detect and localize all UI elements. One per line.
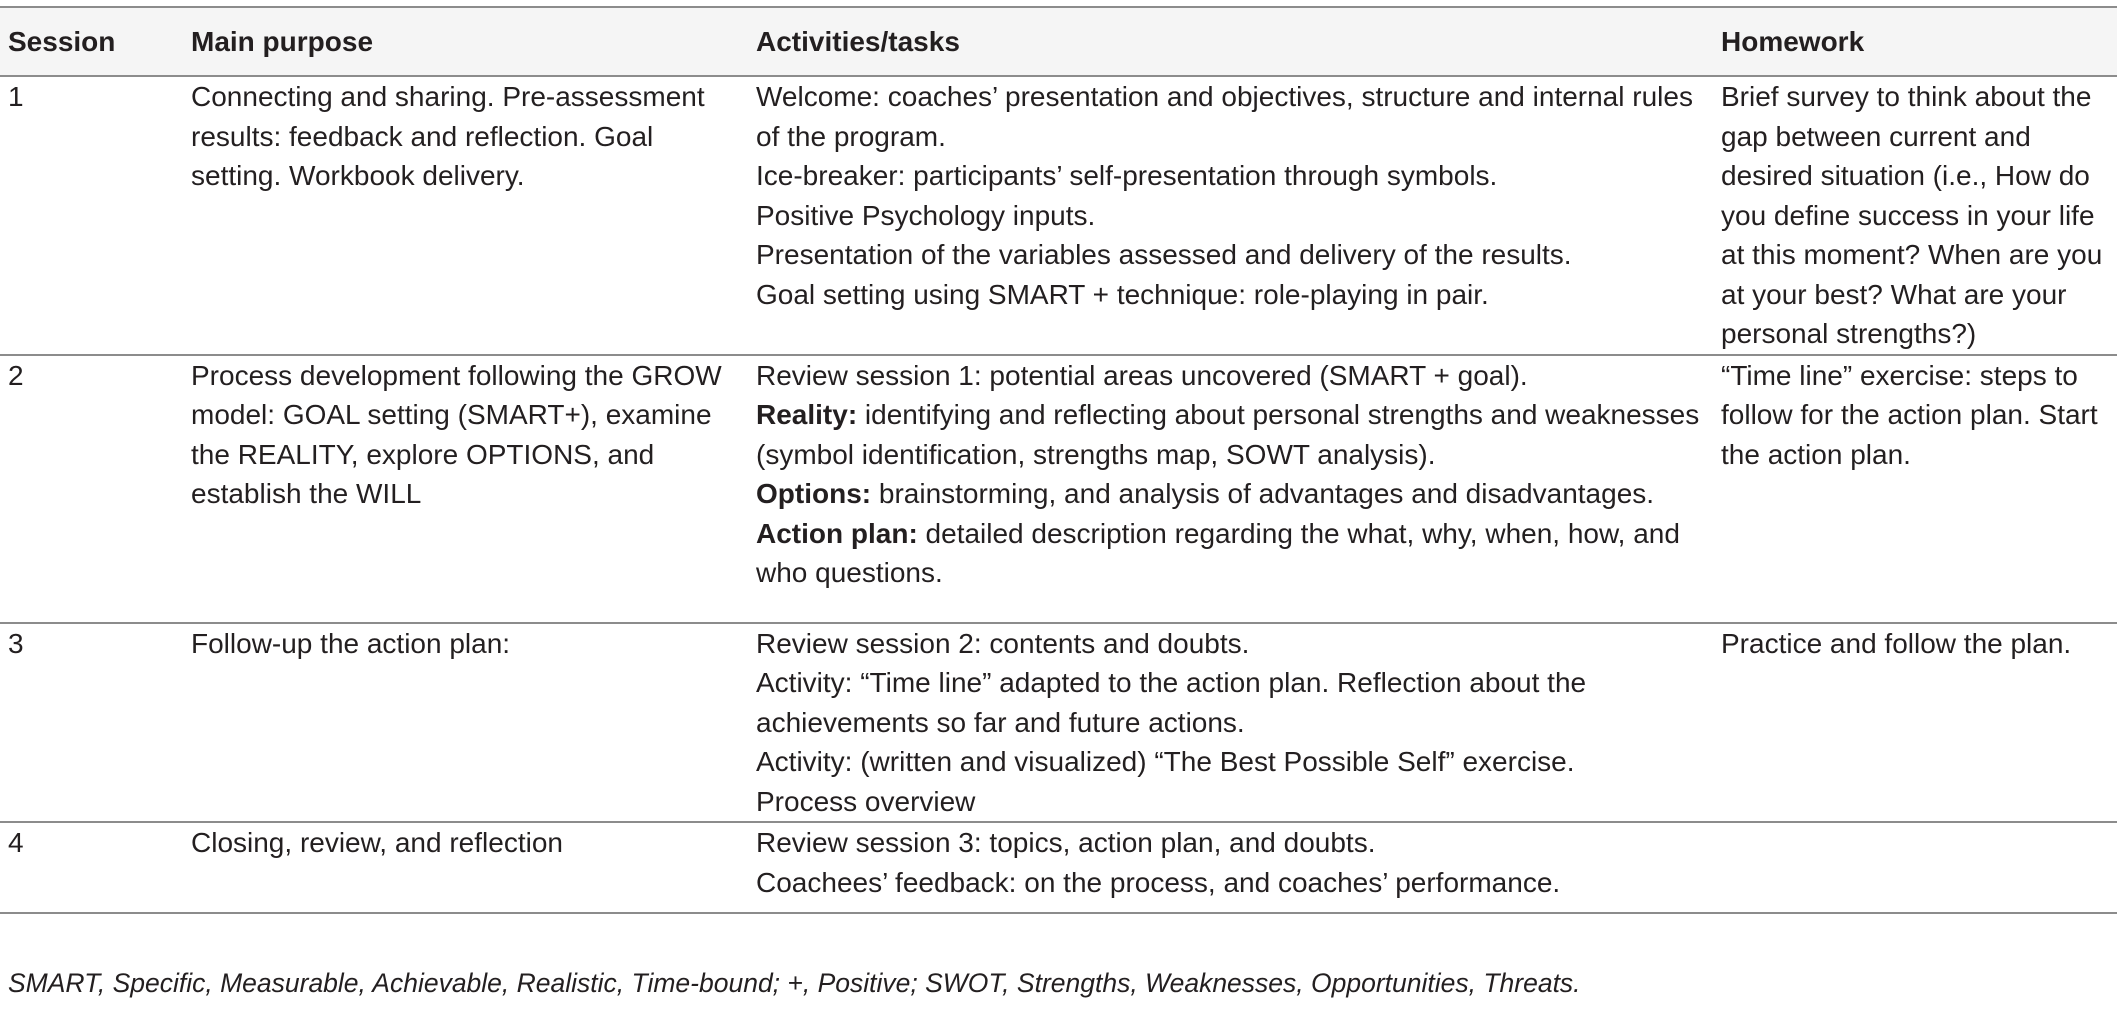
- homework-cell: [1721, 623, 2117, 823]
- homework-text: Practice and follow the plan.: [1721, 627, 2072, 659]
- activity-text: Ice-breaker: participants’ self-presentation through symbols.: [756, 160, 1498, 191]
- table-body: [0, 76, 2117, 913]
- homework-text: “Time line” exercise: steps to follow for the action plan. Start the action plan.: [1721, 359, 2098, 470]
- activity-line: [756, 514, 1701, 593]
- main-purpose-cell: [191, 355, 756, 623]
- header-session: Session: [8, 25, 116, 57]
- activities-list: [756, 624, 1721, 822]
- activity-label: Options:: [756, 478, 872, 509]
- activity-text: Review session 1: potential areas uncovered (SMART + goal).: [756, 359, 1528, 391]
- activity-line: [756, 356, 1701, 396]
- main-purpose-text: Process development following the GROW model: GOAL setting (SMART+), examine the REALITY, explore OPTIONS, and establish the WILL: [191, 359, 722, 509]
- session-number: 3: [8, 627, 24, 659]
- table-row: [0, 822, 2117, 913]
- activity-line: [756, 663, 1701, 742]
- activity-line: [756, 863, 1701, 903]
- activity-text: Presentation of the variables assessed and delivery of the results.: [756, 239, 1572, 270]
- header-row: [0, 7, 2117, 76]
- activity-line: [756, 823, 1701, 863]
- header-main-purpose: Main purpose: [191, 25, 374, 57]
- activity-line: [756, 275, 1701, 315]
- activity-text: Review session 3: topics, action plan, and doubts.: [756, 827, 1376, 858]
- table-row: [0, 355, 2117, 623]
- main-purpose-cell: [191, 623, 756, 823]
- activities-cell: [756, 623, 1721, 823]
- activities-list: [756, 77, 1721, 314]
- activity-line: [756, 235, 1701, 275]
- session-number: 1: [8, 81, 24, 112]
- activity-line: [756, 742, 1701, 782]
- header-activities: Activities/tasks: [756, 25, 960, 57]
- main-purpose-cell: [191, 76, 756, 355]
- activity-text: Coachees’ feedback: on the process, and coaches’ performance.: [756, 866, 1561, 898]
- main-purpose-text: Closing, review, and reflection: [191, 827, 563, 858]
- activity-label: Action plan:: [756, 517, 918, 549]
- activity-line: [756, 782, 1701, 822]
- homework-cell: [1721, 355, 2117, 623]
- activity-line: [756, 624, 1701, 664]
- activity-text: Activity: “Time line” adapted to the action plan. Reflection about the achievements so far and future actions.: [756, 667, 1587, 738]
- main-purpose-text: Connecting and sharing. Pre-assessment results: feedback and reflection. Goal setting. Workbook delivery.: [191, 81, 705, 191]
- table-header: [0, 7, 2117, 76]
- main-purpose-cell: [191, 822, 756, 913]
- header-homework: Homework: [1721, 25, 1865, 57]
- session-number: 2: [8, 359, 24, 391]
- activity-text: brainstorming, and analysis of advantages and disadvantages.: [871, 478, 1655, 509]
- table-row: [0, 76, 2117, 355]
- activities-cell: [756, 355, 1721, 623]
- activities-list: [756, 823, 1721, 902]
- activity-text: Welcome: coaches’ presentation and objectives, structure and internal rules of the program.: [756, 81, 1693, 152]
- activities-cell: [756, 822, 1721, 913]
- activity-text: detailed description regarding the what, why, when, how, and who questions.: [756, 517, 1680, 588]
- activity-text: Process overview: [756, 785, 976, 817]
- activities-list: [756, 356, 1721, 593]
- activity-text: Positive Psychology inputs.: [756, 199, 1096, 231]
- table-footnote: SMART, Specific, Measurable, Achievable, Realistic, Time-bound; +, Positive; SWOT, Strengths, Weaknesses, Opportunities, Threats.: [8, 968, 1581, 998]
- activity-line: [756, 474, 1701, 514]
- main-purpose-text: Follow-up the action plan:: [191, 627, 511, 659]
- activity-line: [756, 196, 1701, 236]
- activities-cell: [756, 76, 1721, 355]
- session-number: 4: [8, 827, 24, 858]
- program-table: [0, 6, 2117, 914]
- activity-text: Review session 2: contents and doubts.: [756, 627, 1250, 659]
- activity-line: [756, 395, 1701, 474]
- activity-label: Reality:: [756, 399, 858, 430]
- activity-line: [756, 77, 1701, 156]
- activity-text: Activity: (written and visualized) “The Best Possible Self” exercise.: [756, 746, 1575, 777]
- activity-line: [756, 156, 1701, 196]
- activity-text: identifying and reflecting about personal strengths and weaknesses (symbol identification, strengths map, SOWT analysis).: [756, 399, 1700, 470]
- activity-text: Goal setting using SMART + technique: role-playing in pair.: [756, 278, 1489, 310]
- homework-cell: [1721, 822, 2117, 913]
- homework-text: Brief survey to think about the gap between current and desired situation (i.e., How do you define success in your life at this moment? When are you at your best? What are your personal strengths?): [1721, 81, 2103, 349]
- homework-cell: [1721, 76, 2117, 355]
- table-row: [0, 623, 2117, 823]
